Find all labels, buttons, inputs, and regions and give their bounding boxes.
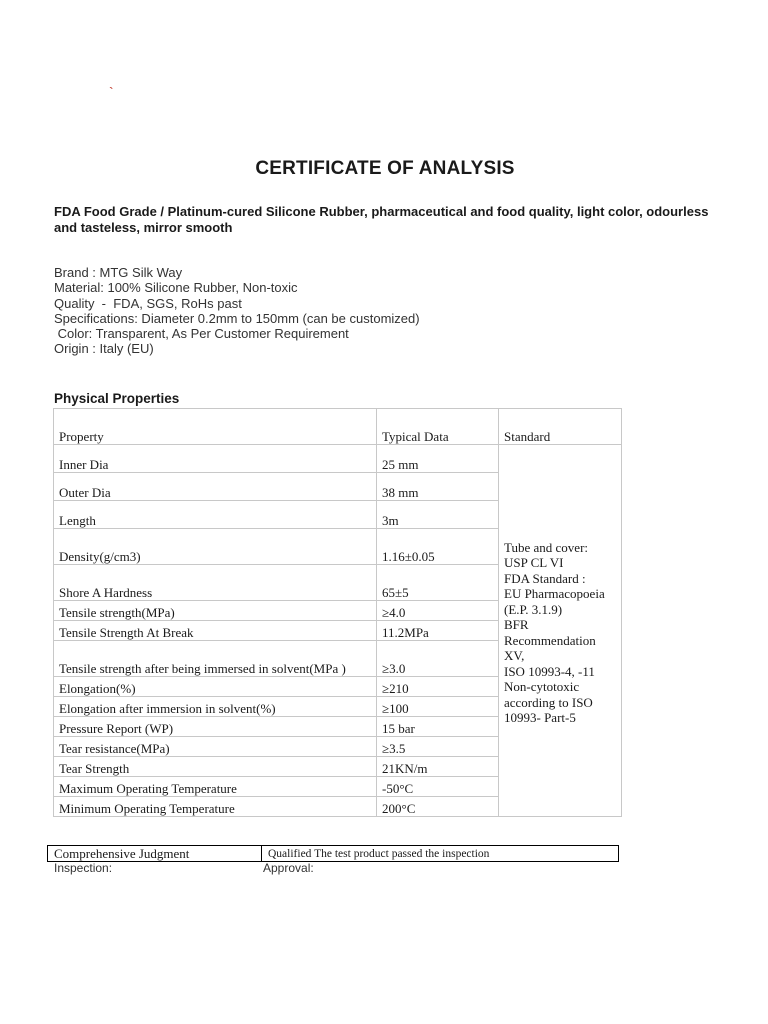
- inspection-label: Inspection:: [54, 861, 113, 875]
- standard-line: USP CL VI: [504, 555, 564, 570]
- standard-line: XV,: [504, 648, 525, 663]
- typical-data-cell: 3m: [377, 501, 499, 529]
- typical-data-cell: 1.16±0.05: [377, 529, 499, 565]
- property-cell: Minimum Operating Temperature: [54, 797, 377, 817]
- judgment-label: Comprehensive Judgment: [48, 846, 262, 862]
- info-quality: Quality - FDA, SGS, RoHs past: [54, 295, 242, 311]
- standard-line: Non-cytotoxic: [504, 679, 580, 694]
- property-cell: Tear resistance(MPa): [54, 737, 377, 757]
- typical-data-cell: -50°C: [377, 777, 499, 797]
- approval-label: Approval:: [263, 861, 314, 875]
- standard-line: FDA Standard :: [504, 570, 586, 586]
- product-description: FDA Food Grade / Platinum-cured Silicone Rubber, pharmaceutical and food quality, light color, odourless and tasteless, mirror smooth: [54, 204, 709, 235]
- property-cell: Tensile strength(MPa): [54, 601, 377, 621]
- info-specifications: Specifications: Diameter 0.2mm to 150mm (can be customized): [54, 310, 420, 326]
- header-standard: Standard: [499, 409, 622, 445]
- header-typical-data: Typical Data: [377, 409, 499, 445]
- property-cell: Density(g/cm3): [54, 529, 377, 565]
- standard-line: ISO 10993-4, -11: [504, 663, 595, 679]
- info-material: Material: 100% Silicone Rubber, Non-toxic: [54, 280, 298, 296]
- standard-line: according to ISO: [504, 694, 593, 710]
- property-cell: Elongation(%): [54, 677, 377, 697]
- typical-data-cell: 21KN/m: [377, 757, 499, 777]
- stray-mark: `: [109, 84, 114, 100]
- judgment-value: Qualified The test product passed the inspection: [262, 846, 619, 862]
- typical-data-cell: 11.2MPa: [377, 621, 499, 641]
- judgment-row: [48, 846, 619, 862]
- property-cell: Length: [54, 501, 377, 529]
- property-cell: Tear Strength: [54, 757, 377, 777]
- typical-data-cell: ≥3.0: [377, 641, 499, 677]
- typical-data-cell: ≥3.5: [377, 737, 499, 757]
- table-row: [54, 445, 622, 473]
- standard-line: Recommendation: [504, 632, 596, 648]
- product-info: [54, 265, 654, 357]
- property-cell: Tensile strength after being immersed in solvent(MPa ): [54, 641, 377, 677]
- section-title: Physical Properties: [54, 391, 180, 406]
- property-cell: Shore A Hardness: [54, 565, 377, 601]
- info-brand: Brand : MTG Silk Way: [54, 265, 183, 280]
- header-property: Property: [54, 409, 377, 445]
- info-origin: Origin : Italy (EU): [54, 341, 154, 357]
- property-cell: Pressure Report (WP): [54, 717, 377, 737]
- standard-line: (E.P. 3.1.9): [504, 601, 563, 617]
- typical-data-cell: 65±5: [377, 565, 499, 601]
- standard-line: BFR: [504, 617, 529, 632]
- standard-line: EU Pharmacopoeia: [504, 586, 605, 601]
- typical-data-cell: 38 mm: [377, 473, 499, 501]
- typical-data-cell: 25 mm: [377, 445, 499, 473]
- physical-properties-table: [53, 408, 622, 817]
- standard-cell: [499, 445, 622, 817]
- standard-line: 10993- Part-5: [504, 710, 576, 725]
- property-cell: Outer Dia: [54, 473, 377, 501]
- typical-data-cell: ≥210: [377, 677, 499, 697]
- property-cell: Maximum Operating Temperature: [54, 777, 377, 797]
- comprehensive-judgment-table: [47, 845, 619, 862]
- property-cell: Tensile Strength At Break: [54, 621, 377, 641]
- typical-data-cell: ≥4.0: [377, 601, 499, 621]
- table-header-row: [54, 409, 622, 445]
- typical-data-cell: 200°C: [377, 797, 499, 817]
- property-cell: Inner Dia: [54, 445, 377, 473]
- property-cell: Elongation after immersion in solvent(%): [54, 697, 377, 717]
- standard-line: Tube and cover:: [504, 539, 589, 555]
- typical-data-cell: ≥100: [377, 697, 499, 717]
- info-color: Color: Transparent, As Per Customer Requirement: [54, 326, 349, 342]
- typical-data-cell: 15 bar: [377, 717, 499, 737]
- document-title: CERTIFICATE OF ANALYSIS: [255, 158, 515, 179]
